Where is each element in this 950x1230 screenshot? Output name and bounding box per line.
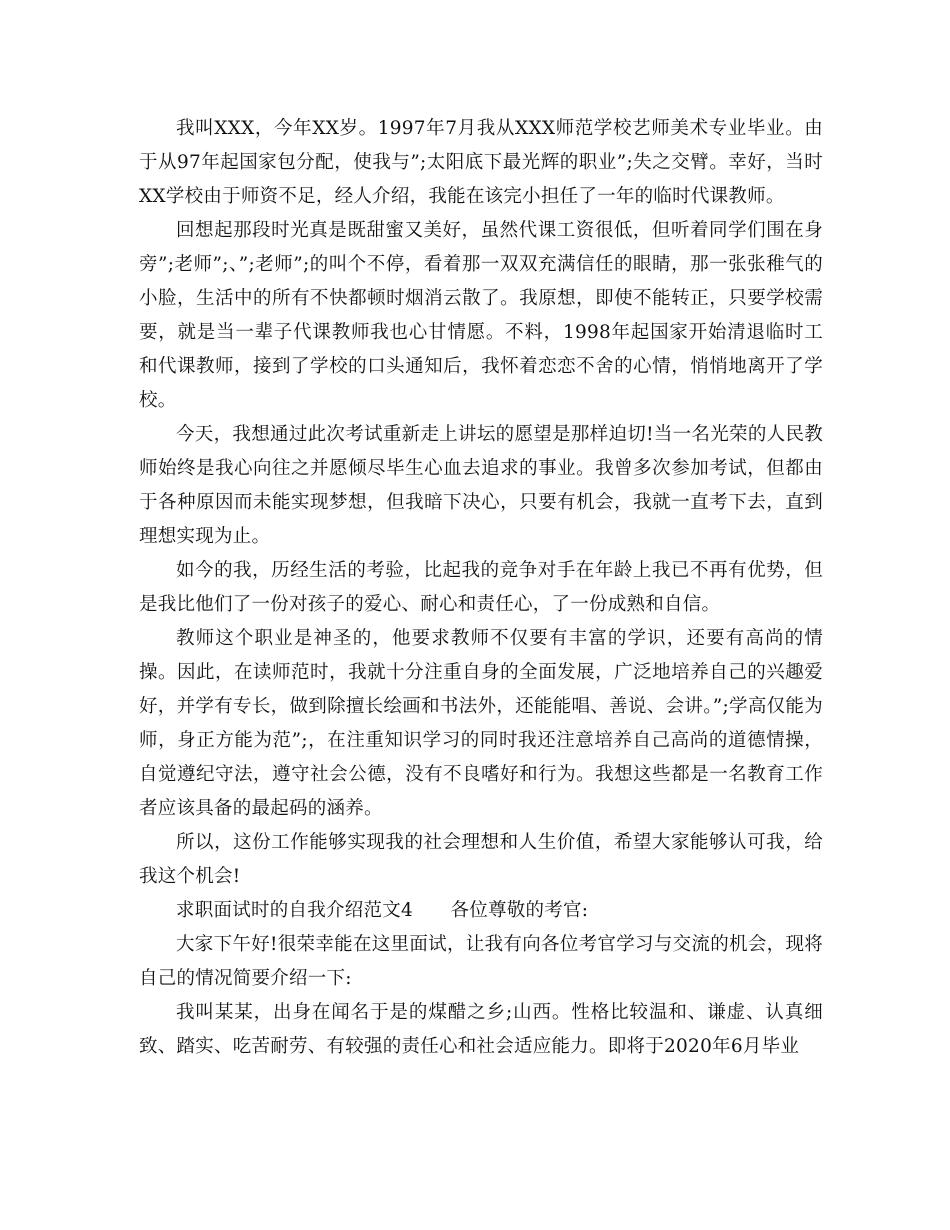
paragraph-2: 回想起那段时光真是既甜蜜又美好，虽然代课工资很低，但听着同学们围在身旁”;老师”;、”;老师”;的叫个不停，看着那一双双充满信任的眼睛，那一张张稚气的小脸，生活中的所有不快都顿时烟消云散了。我原想，即使不能转正，只要学校需要，就是当一辈子代课教师我也心甘情愿。不料，1998年起国家开始清退临时工和代课教师，接到了学校的口头通知后，我怀着恋恋不舍的心情，悄悄地离开了学校。	[139, 220, 823, 411]
paragraph-4: 如今的我，历经生活的考验，比起我的竞争对手在年龄上我已不再有优势，但是我比他们了一份对孩子的爱心、耐心和责任心，了一份成熟和自信。	[139, 560, 823, 615]
paragraph-1: 我叫XXX，今年XX岁。1997年7月我从XXX师范学校艺师美术专业毕业。由于从97年起国家包分配，使我与”;太阳底下最光辉的职业”;失之交臂。幸好，当时XX学校由于师资不足，经人介绍，我能在该完小担任了一年的临时代课教师。	[139, 118, 823, 207]
paragraph-8: 大家下午好!很荣幸能在这里面试，让我有向各位考官学习与交流的机会，现将自己的情况简要介绍一下:	[139, 934, 823, 989]
paragraph-6: 所以，这份工作能够实现我的社会理想和人生价值，希望大家能够认可我，给我这个机会!	[139, 832, 823, 887]
paragraph-5: 教师这个职业是神圣的，他要求教师不仅要有丰富的学识，还要有高尚的情操。因此，在读师范时，我就十分注重自身的全面发展，广泛地培养自己的兴趣爱好，并学有专长，做到除擅长绘画和书法外，还能能唱、善说、会讲。”;学高仅能为师，身正方能为范”;，在注重知识学习的同时我还注意培养自己高尚的道德情操，自觉遵纪守法，遵守社会公德，没有不良嗜好和行为。我想这些都是一名教育工作者应该具备的最起码的涵养。	[139, 628, 823, 819]
paragraph-9: 我叫某某，出身在闻名于是的煤醋之乡;山西。性格比较温和、谦虚、认真细致、踏实、吃苦耐劳、有较强的责任心和社会适应能力。即将于2020年6月毕业	[139, 1002, 823, 1057]
document-body	[139, 112, 823, 1064]
paragraph-3: 今天，我想通过此次考试重新走上讲坛的愿望是那样迫切!当一名光荣的人民教师始终是我心向往之并愿倾尽毕生心血去追求的事业。我曾多次参加考试，但都由于各种原因而未能实现梦想，但我暗下决心，只要有机会，我就一直考下去，直到理想实现为止。	[139, 424, 823, 547]
section-heading-paragraph: 求职面试时的自我介绍范文4 各位尊敬的考官:	[176, 900, 589, 921]
